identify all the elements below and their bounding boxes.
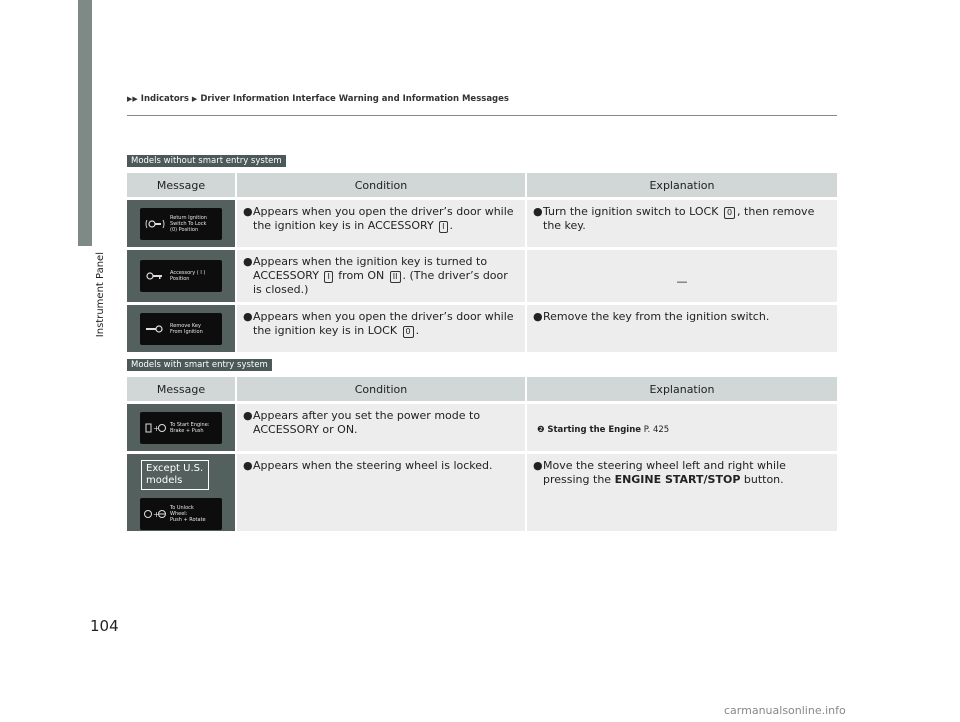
ignition-key-symbol: II [390,271,401,283]
condition-cell: ● Appears when you open the driver’s door while the ignition key is in LOCK 0 . [237,302,527,352]
watermark: carmanualsonline.info [724,704,846,717]
bullet-icon: ● [243,409,253,422]
except-us-models-badge: Except U.S. models [141,460,209,490]
display-return-ignition: Return Ignition Switch To Lock (0) Position [140,208,222,240]
explanation-cell [527,401,837,451]
header-message: Message [127,377,237,401]
breadcrumb-item-indicators[interactable]: Indicators [140,94,189,104]
table-row [127,302,837,352]
explanation-cell: ● Turn the ignition switch to LOCK 0 , then remove the key. [527,197,837,247]
explanation-cell: — [527,247,837,302]
table-row [127,401,837,451]
explanation-cell: ● Move the steering wheel left and right while pressing the ENGINE START/STOP button. [527,451,837,531]
reference-arrow-icon: ❷ [537,425,545,435]
key-warning-icon [144,217,166,231]
bullet-icon: ● [533,459,543,472]
message-image-cell [127,197,237,247]
section-label: Instrument Panel [94,252,106,338]
header-condition: Condition [237,377,527,401]
table-row [127,451,837,531]
table-row [127,247,837,302]
message-table-without-smart-entry [127,173,837,352]
message-image-cell [127,401,237,451]
header-explanation: Explanation [527,377,837,401]
steering-wheel-icon [144,507,166,521]
key-icon [144,322,166,336]
condition-cell: ● Appears when the steering wheel is locked. [237,451,527,531]
tag-without-smart-entry: Models without smart entry system [127,155,286,167]
svg-text:+: + [153,510,160,519]
breadcrumb-arrow-icon: ▶ [191,95,198,103]
ignition-key-symbol: 0 [724,207,735,219]
ignition-key-symbol: I [439,221,447,233]
table-header-row [127,173,837,197]
condition-cell: ● Appears after you set the power mode to ACCESSORY or ON. [237,401,527,451]
message-image-cell [127,451,237,531]
condition-cell: ● Appears when the ignition key is turned to ACCESSORY I from ON II . (The driver’s door is closed.) [237,247,527,302]
display-remove-key: Remove Key From Ignition [140,313,222,345]
svg-text:+: + [153,423,160,433]
bullet-icon: ● [243,255,253,268]
key-icon [144,269,166,283]
table-header-row [127,377,837,401]
header-explanation: Explanation [527,173,837,197]
message-image-cell [127,302,237,352]
message-table-with-smart-entry [127,377,837,531]
bullet-icon: ● [243,459,253,472]
breadcrumb [127,94,509,104]
breadcrumb-arrow-icon: ▶▶ [127,95,138,103]
brake-push-icon [144,421,166,435]
explanation-cell: ● Remove the key from the ignition switch. [527,302,837,352]
bullet-icon: ● [243,205,253,218]
display-to-unlock-wheel: + To Unlock Wheel: Push + Rotate [140,498,222,530]
bullet-icon: ● [533,310,543,323]
condition-cell: ● Appears when you open the driver’s door while the ignition key is in ACCESSORY I . [237,197,527,247]
page-number: 104 [90,617,119,635]
breadcrumb-item-messages[interactable]: Driver Information Interface Warning and Information Messages [200,94,509,104]
header-rule [127,115,837,116]
message-image-cell [127,247,237,302]
header-message: Message [127,173,237,197]
cross-reference[interactable]: ❷ Starting the Engine P. 425 [537,425,670,435]
bullet-icon: ● [533,205,543,218]
ignition-key-symbol: I [324,271,332,283]
ignition-key-symbol: 0 [403,326,414,338]
display-accessory-position: Accessory ( I ) Position [140,260,222,292]
display-to-start-engine: + To Start Engine: Brake + Push [140,412,222,444]
table-row [127,197,837,247]
tag-with-smart-entry: Models with smart entry system [127,359,272,371]
bullet-icon: ● [243,310,253,323]
header-condition: Condition [237,173,527,197]
section-tab [78,0,92,246]
